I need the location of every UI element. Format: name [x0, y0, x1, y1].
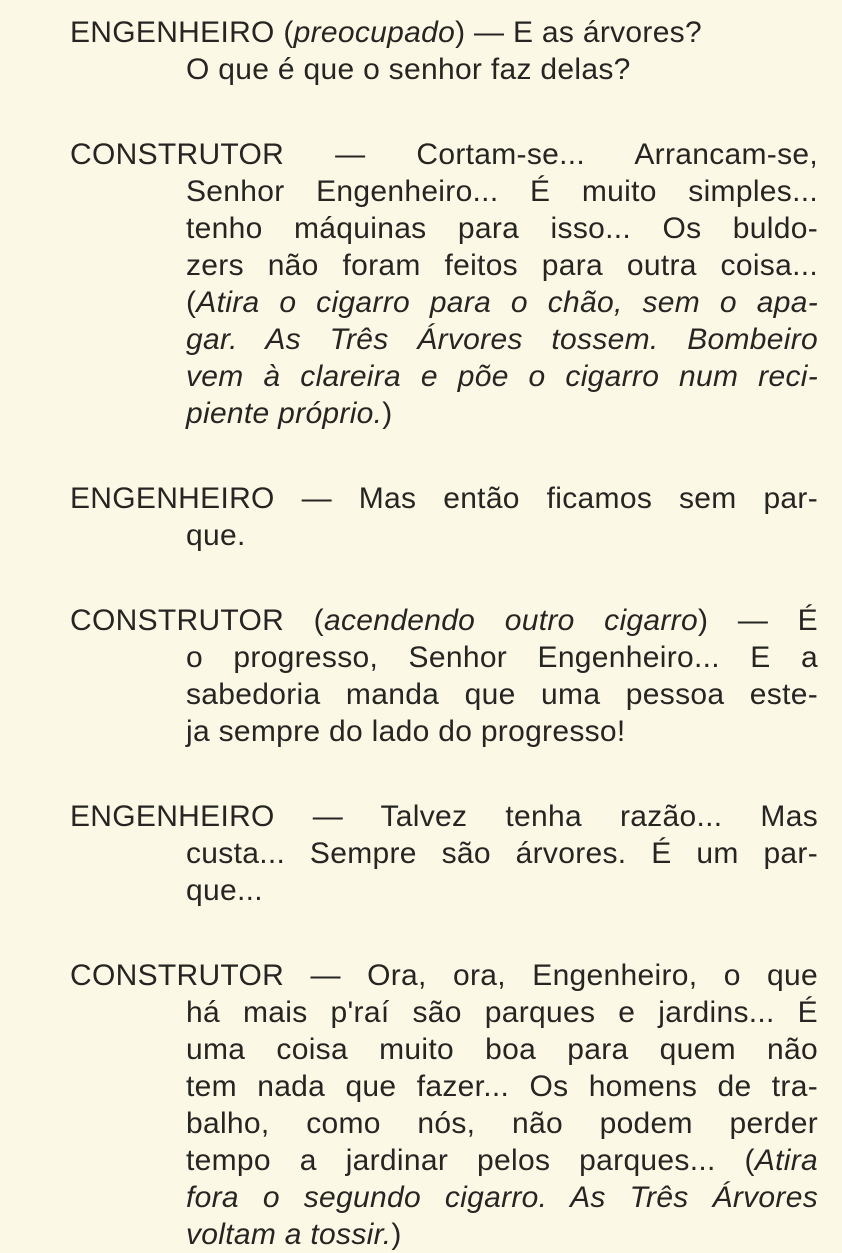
- speech-line: sabedoria manda que uma pessoa este-: [186, 678, 818, 711]
- speech-text: — É: [708, 604, 818, 637]
- speech-text: — E as árvores?: [465, 16, 702, 49]
- speech-line: [70, 1142, 818, 1179]
- speech-line: zers não foram feitos para outra coisa...: [186, 249, 818, 282]
- speech-first-line: [70, 136, 818, 173]
- stage-direction: piente próprio.: [186, 397, 383, 430]
- speech-text: — Cortam-se... Arrancam-se,: [284, 138, 818, 171]
- speaker-name: CONSTRUTOR: [70, 959, 285, 992]
- speech-line: custa... Sempre são árvores. É um par-: [186, 837, 818, 870]
- speech-first-line: ENGENHEIRO (preocupado) — E as árvores?: [70, 16, 702, 49]
- speech-first-line: CONSTRUTOR (acendendo outro cigarro) — É: [70, 604, 818, 637]
- speech-line: tenho máquinas para isso... Os buldo-: [186, 212, 818, 245]
- speech-construtor-1: [70, 136, 818, 432]
- speech-engenheiro-1: [70, 14, 818, 88]
- speech-first-line: [70, 480, 818, 517]
- speaker-name: CONSTRUTOR: [70, 138, 285, 171]
- speech-construtor-3: [70, 957, 818, 1253]
- speech-line: balho, como nós, não podem perder: [186, 1107, 818, 1140]
- speech-line: O que é que o senhor faz delas?: [186, 53, 631, 86]
- speech-text: tempo a jardinar pelos parques... (: [186, 1144, 755, 1177]
- speech-line: que...: [186, 874, 263, 907]
- speech-construtor-2: [70, 602, 818, 750]
- speech-text: — Talvez tenha razão... Mas: [274, 800, 818, 833]
- speech-line: que.: [186, 519, 246, 552]
- stage-direction-line: fora o segundo cigarro. As Três Árvores: [186, 1181, 818, 1214]
- stage-direction: Atira o cigarro para o chão, sem o apa-: [196, 286, 818, 319]
- speaker-name: ENGENHEIRO: [70, 482, 275, 515]
- speech-line: ja sempre do lado do progresso!: [186, 715, 626, 748]
- stage-direction: Atira: [754, 1144, 818, 1177]
- stage-direction-line: vem à clareira e põe o cigarro num reci-: [186, 360, 818, 393]
- stage-direction: preocupado: [293, 16, 456, 49]
- speech-line: uma coisa muito boa para quem não: [186, 1033, 818, 1066]
- speech-line: há mais p'raí são parques e jardins... É: [186, 996, 818, 1029]
- stage-direction-line: gar. As Três Árvores tossem. Bombeiro: [186, 323, 818, 356]
- speech-first-line: [70, 798, 818, 835]
- speech-line: Senhor Engenheiro... É muito simples...: [186, 175, 818, 208]
- stage-direction-line: piente próprio.): [186, 397, 393, 430]
- speech-text: — Mas então ficamos sem par-: [274, 482, 818, 515]
- speech-first-line: [70, 957, 818, 994]
- speech-engenheiro-2: [70, 480, 818, 554]
- speaker-name: CONSTRUTOR: [70, 604, 285, 637]
- stage-direction: acendendo outro cigarro: [323, 604, 698, 637]
- speech-line: tem nada que fazer... Os homens de tra-: [186, 1070, 818, 1103]
- speaker-name: ENGENHEIRO: [70, 16, 275, 49]
- stage-direction-line: (Atira o cigarro para o chão, sem o apa-: [186, 286, 818, 319]
- speech-text: — Ora, ora, Engenheiro, o que: [284, 959, 818, 992]
- stage-direction: voltam a tossir.: [186, 1218, 392, 1251]
- speech-line: o progresso, Senhor Engenheiro... E a: [186, 641, 818, 674]
- speech-engenheiro-3: [70, 798, 818, 909]
- stage-direction-line: voltam a tossir.): [186, 1218, 402, 1251]
- speaker-name: ENGENHEIRO: [70, 800, 275, 833]
